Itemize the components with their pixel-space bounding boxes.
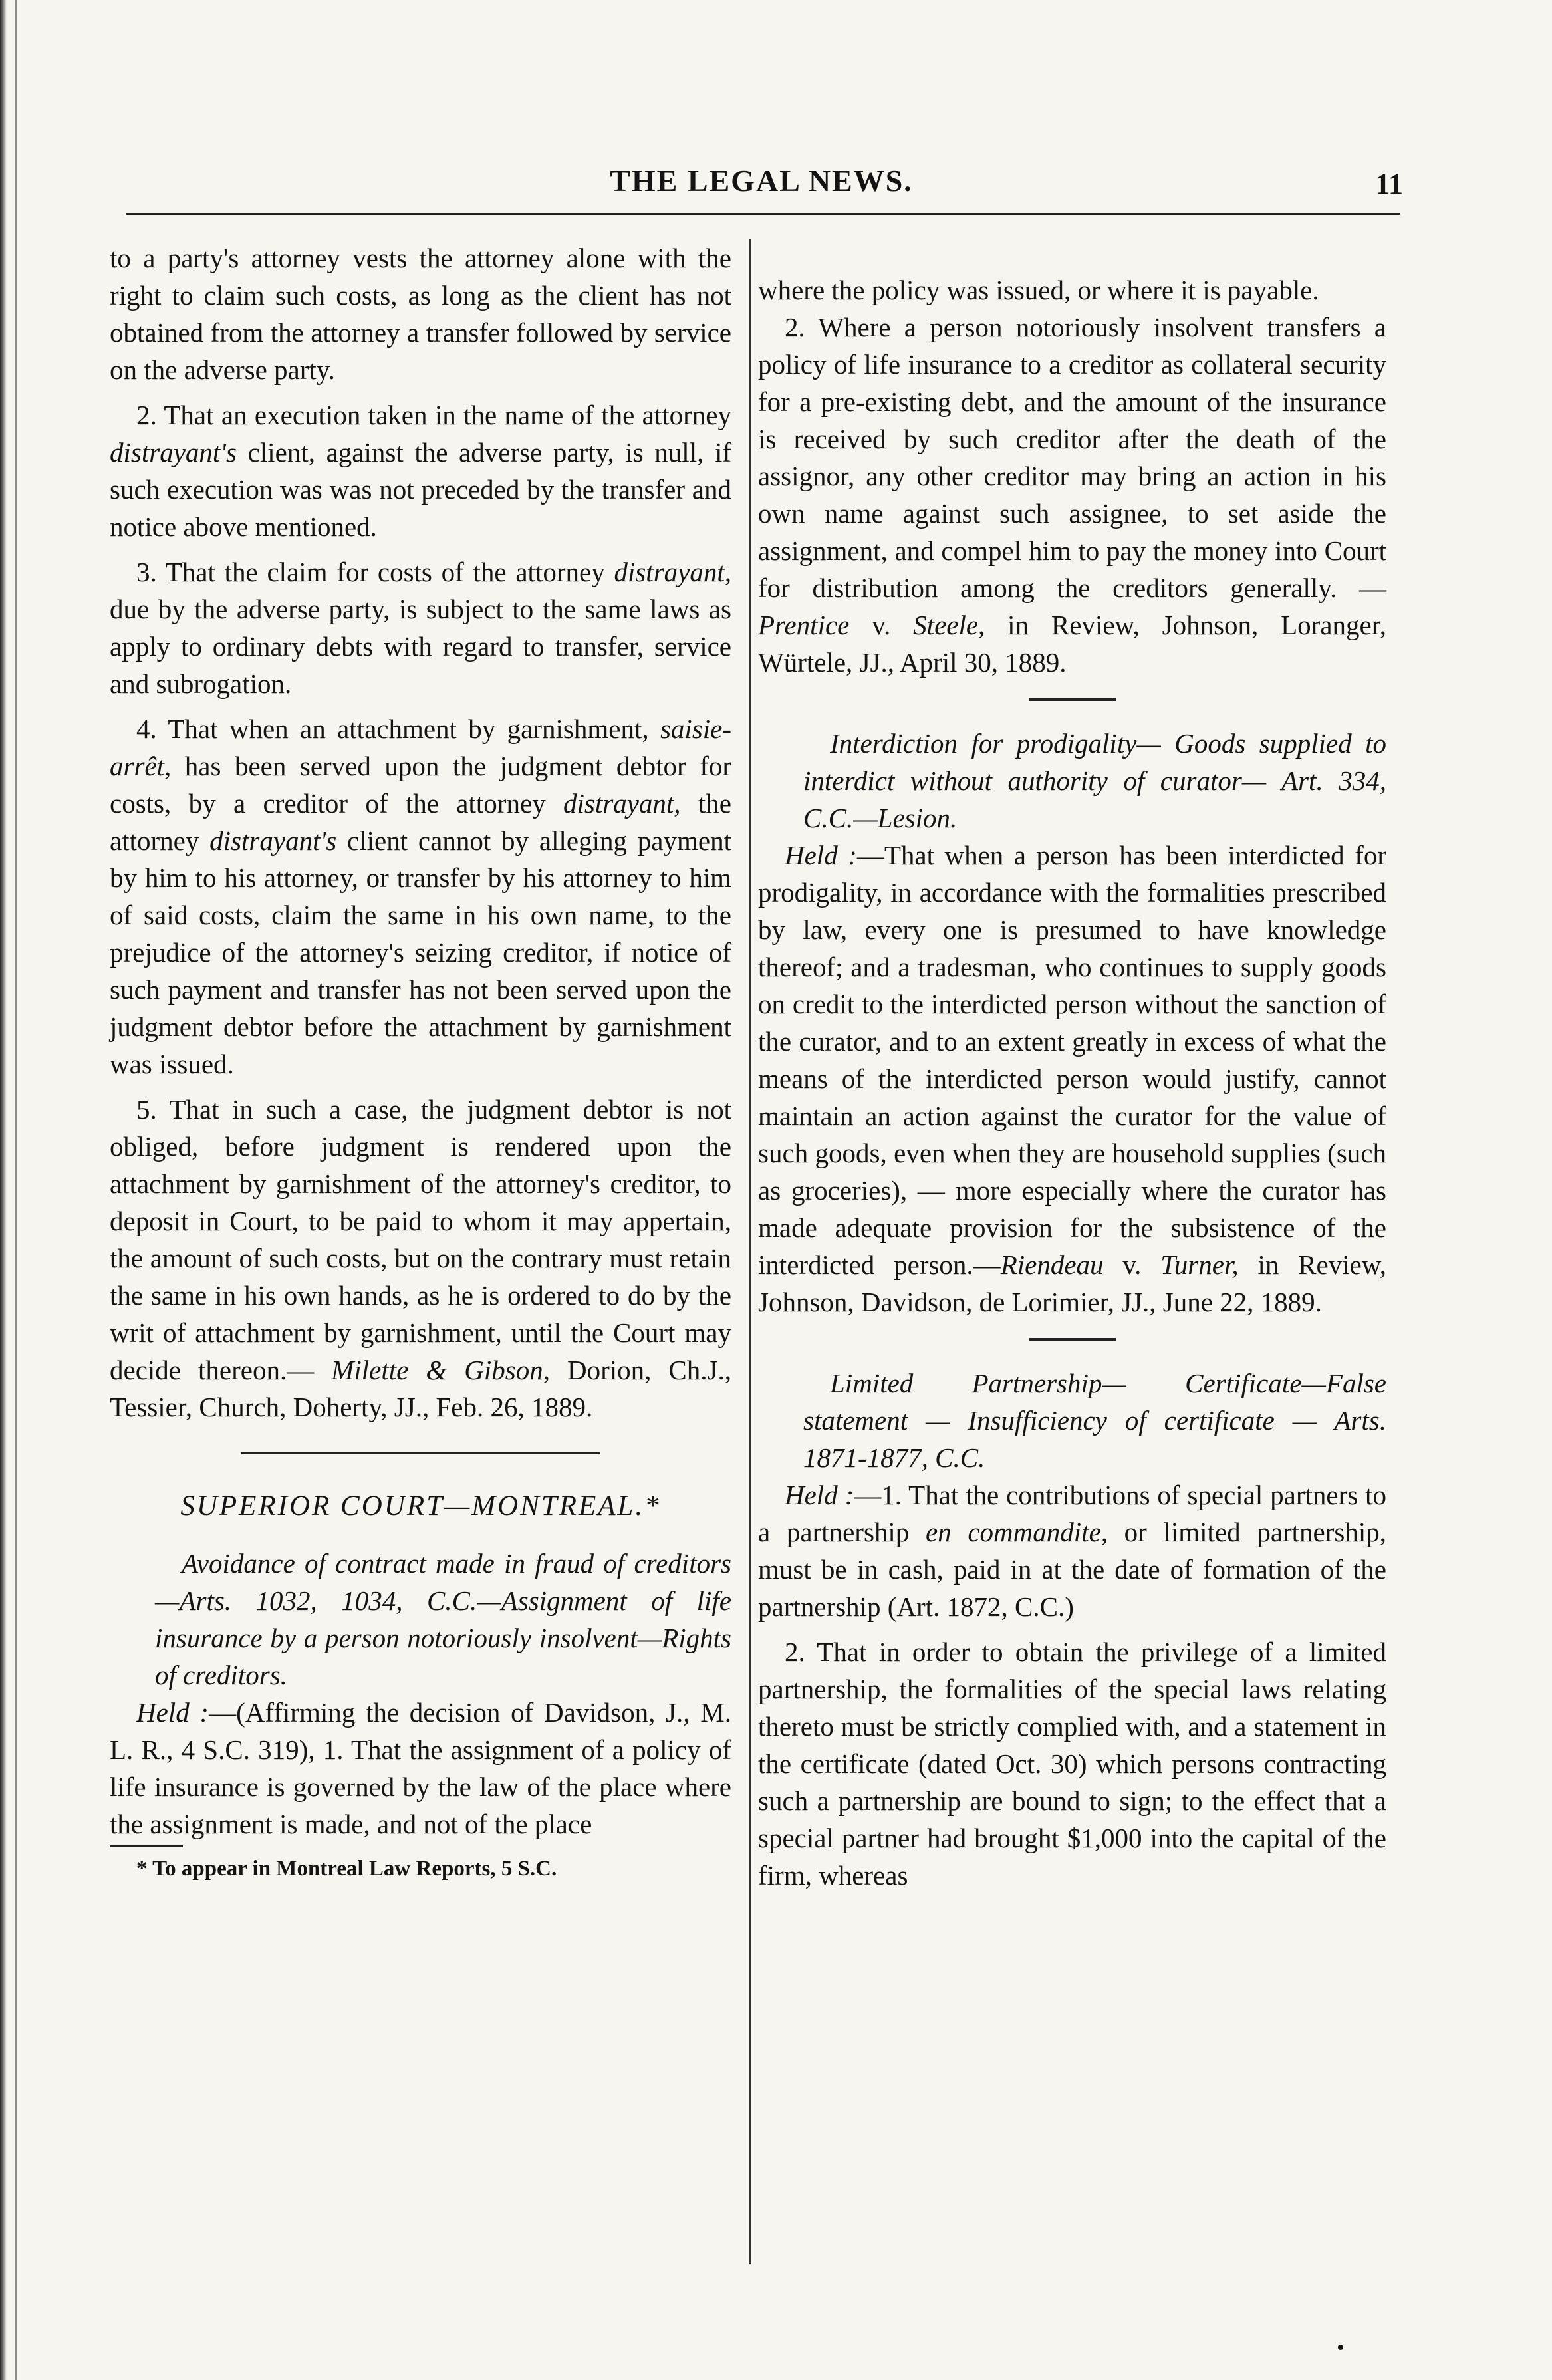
section-rule-short <box>1029 698 1116 701</box>
page-binding-line <box>15 0 17 2380</box>
held-paragraph: Held :—(Affirming the decision of Davidson, J., M. L. R., 4 S.C. 319), 1. That the assignment of a policy of life insurance is governed by the law of the place where the assignment is made, and not of the place <box>110 1697 731 1839</box>
column-divider <box>749 239 751 2264</box>
case-heading-interdiction: Interdiction for prodigality— Goods supplied to interdict without authority of curator— Art. 334, C.C.—Lesion. <box>803 728 1386 833</box>
held-paragraph-interdiction: Held :—That when a person has been interdicted for prodigality, in accordance with the formalities prescribed by law, every one is presumed to have knowledge thereof; and a tradesman, who continues to supply goods on credit to the interdicted person without the sanction of the curator, and to an extent greatly in excess of what the means of the interdicted person would justify, cannot maintain an action against the curator for the value of such goods, even when they are household supplies (such as groceries), — more especially where the curator has made adequate provision for the subsistence of the interdicted person.—Riendeau v. Turner, in Review, Johnson, Davidson, de Lorimier, JJ., June 22, 1889. <box>758 840 1386 1317</box>
case-heading-partnership: Limited Partnership— Certificate—False statement — Insufficiency of certificate — Arts. 1871-1877, C.C. <box>803 1368 1386 1473</box>
page-number: 11 <box>1375 168 1403 200</box>
section-rule <box>241 1452 600 1454</box>
page-spine-edge <box>0 0 7 2380</box>
left-column <box>110 239 731 1883</box>
paragraph-5: 5. That in such a case, the judgment debtor is not obliged, before judgment is rendered upon the attachment by garnishment of the attorney's creditor, to deposit in Court, to be paid to whom it may appertain, the amount of such costs, but on the contrary must retain the same in his own hands, as he is ordered to do by the writ of attachment by garnishment, until the Court may decide thereon.— Milette & Gibson, Dorion, Ch.J., Tessier, Church, Doherty, JJ., Feb. 26, 1889. <box>110 1094 731 1422</box>
held-paragraph-partnership: Held :—1. That the contributions of special partners to a partnership en commandite, or limited partnership, must be in cash, paid in at the date of formation of the partnership (Art. 1872, C.C.) <box>758 1480 1387 1622</box>
court-section-title: SUPERIOR COURT—MONTREAL.* <box>180 1490 661 1521</box>
case-heading-avoidance: Avoidance of contract made in fraud of creditors —Arts. 1032, 1034, C.C.—Assignment of life insurance by a person notoriously insolvent—Rights of creditors. <box>155 1548 731 1690</box>
paragraph-continued-right: where the policy was issued, or where it is payable. <box>758 275 1319 305</box>
paragraph-partnership-2: 2. That in order to obtain the privilege of a limited partnership, the formalities of the special laws relating thereto must be strictly complied with, and a statement in the certificate (dated Oct. 30) which persons contracting such a partnership are bound to sign; to the effect that a special partner had brought $1,000 into the capital of the firm, whereas <box>758 1637 1386 1891</box>
section-rule-short-2 <box>1029 1338 1116 1341</box>
footnote-rule <box>110 1845 183 1847</box>
margin-mark: • <box>1337 2335 1345 2360</box>
paragraph-2: 2. That an execution taken in the name of the attorney distrayant's client, against the adverse party, is null, if such execution was was not preceded by the transfer and notice above mentioned. <box>110 400 731 542</box>
paragraph-continued: to a party's attorney vests the attorney alone with the right to claim such costs, as long as the client has not obtained from the attorney a transfer followed by service on the adverse party. <box>110 243 731 385</box>
paragraph-2-right: 2. Where a person notoriously insolvent transfers a policy of life insurance to a creditor as collateral security for a pre-existing debt, and the amount of the insurance is received by such creditor after the death of the assignor, any other creditor may bring an action in his own name against such assignee, to set aside the assignment, and compel him to pay the money into Court for distribution among the creditors generally. — Prentice v. Steele, in Review, Johnson, Loranger, Würtele, JJ., April 30, 1889. <box>758 312 1386 678</box>
page-header <box>120 163 1403 216</box>
journal-title: THE LEGAL NEWS. <box>610 164 913 198</box>
paragraph-4: 4. That when an attachment by garnishment, saisie-arrêt, has been served upon the judgment debtor for costs, by a creditor of the attorney distrayant, the attorney distrayant's client cannot by alleging payment by him to his attorney, or transfer by his attorney to him of said costs, claim the same in his own name, to the prejudice of the attorney's seizing creditor, if notice of such payment and transfer has not been served upon the judgment debtor before the attachment by garnishment was issued. <box>110 714 731 1079</box>
footnote: * To appear in Montreal Law Reports, 5 S.C. <box>136 1857 557 1881</box>
header-rule <box>126 213 1400 215</box>
right-column <box>758 271 1386 1894</box>
paragraph-3: 3. That the claim for costs of the attorney distrayant, due by the adverse party, is subject to the same laws as apply to ordinary debts with regard to transfer, service and subrogation. <box>110 557 731 699</box>
